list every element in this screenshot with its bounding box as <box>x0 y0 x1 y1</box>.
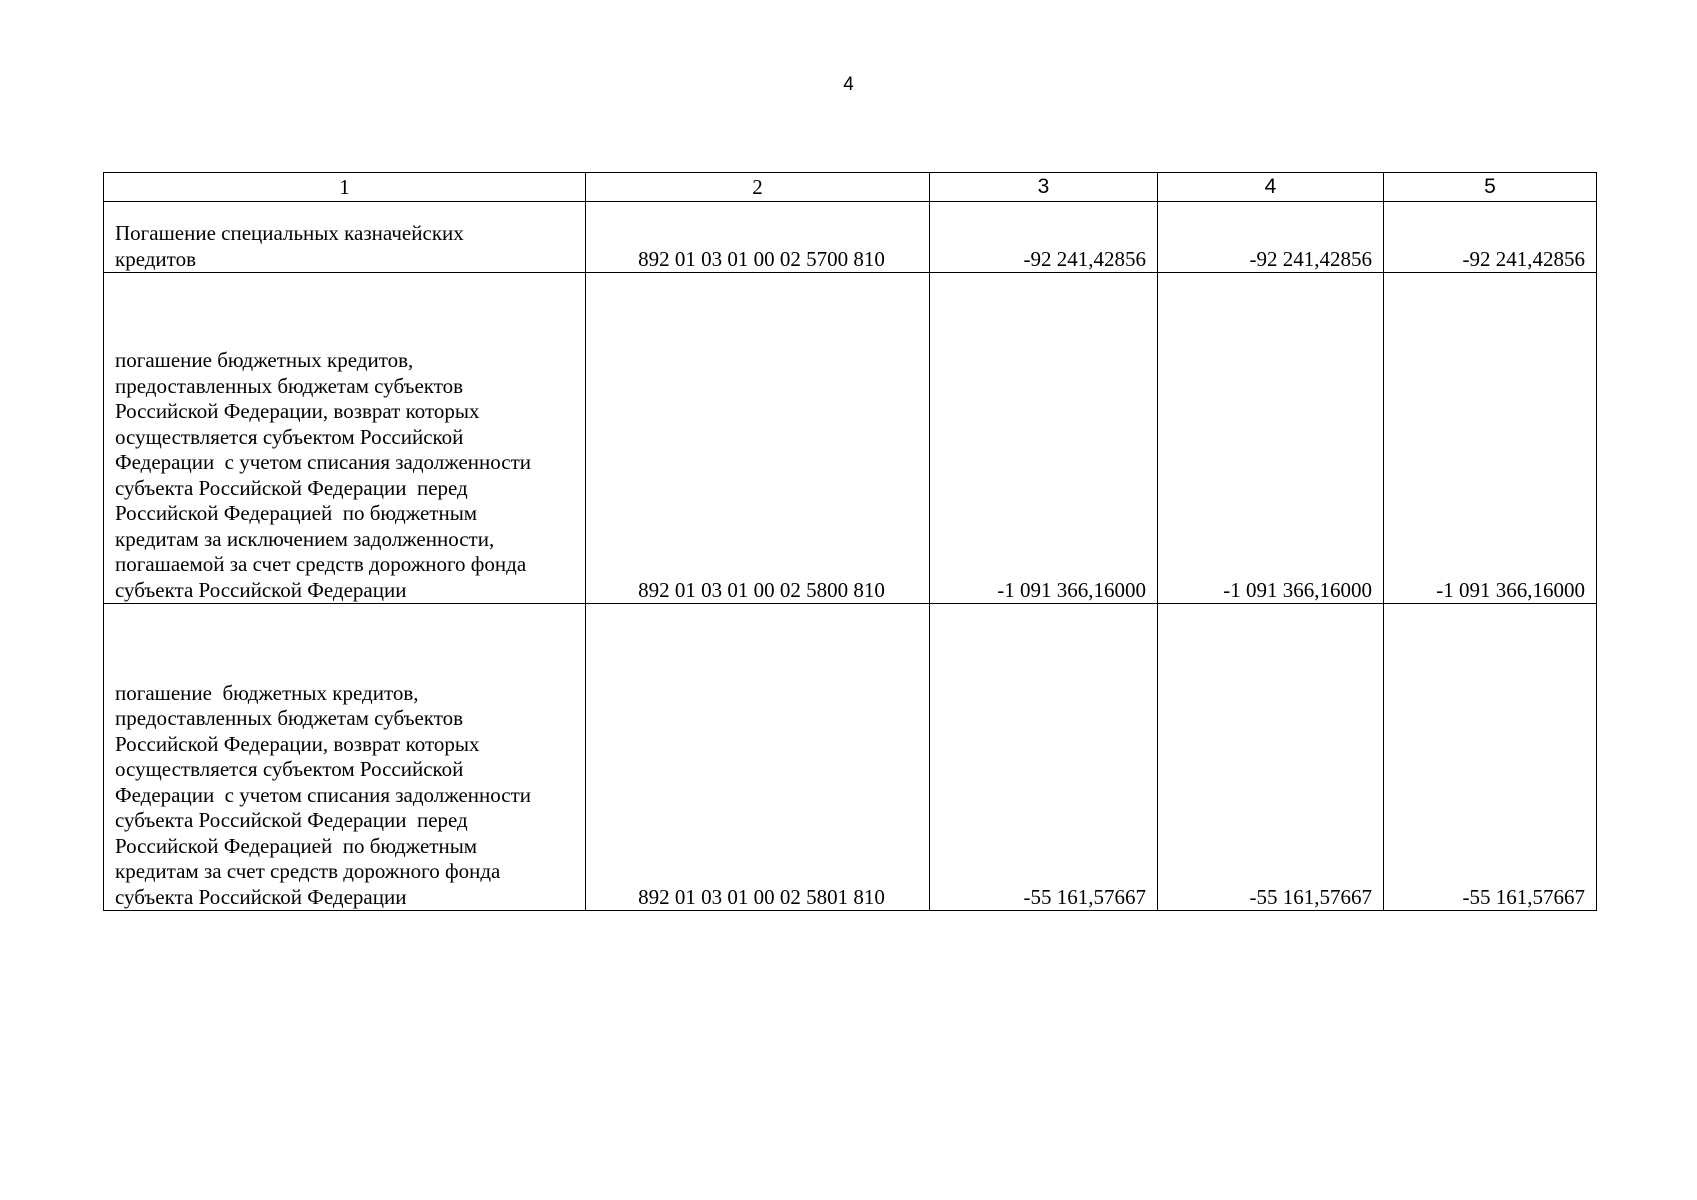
table-row <box>104 202 1597 273</box>
row-description-text: погашение бюджетных кредитов, предоставленных бюджетам субъектов Российской Федерации, возврат которых осуществляется субъектом Российской Федерации с учетом списания задолженности субъекта Российской Федерации перед Российской Федерацией по бюджетным кредитам за исключением задолженности, погашаемой за счет средств дорожного фонда субъекта Российской Федерации <box>115 348 532 602</box>
header-cell-3: 3 <box>930 173 1158 202</box>
row-value-col3: -92 241,42856 <box>930 202 1158 273</box>
row-description-text: погашение бюджетных кредитов, предоставленных бюджетам субъектов Российской Федерации, возврат которых осуществляется субъектом Российской Федерации с учетом списания задолженности субъекта Российской Федерации перед Российской Федерацией по бюджетным кредитам за счет средств дорожного фонда субъекта Российской Федерации <box>115 680 532 909</box>
header-cell-2: 2 <box>586 173 930 202</box>
row-description-text: Погашение специальных казначейских кредитов <box>115 221 464 271</box>
row-value-col3: -55 161,57667 <box>930 604 1158 911</box>
row-description <box>104 604 586 911</box>
table-row <box>104 273 1597 604</box>
row-value-col4: -1 091 366,16000 <box>1158 273 1384 604</box>
row-value-col4: -92 241,42856 <box>1158 202 1384 273</box>
row-code: 892 01 03 01 00 02 5801 810 <box>586 604 930 911</box>
row-code: 892 01 03 01 00 02 5700 810 <box>586 202 930 273</box>
row-description <box>104 202 586 273</box>
row-value-col5: -1 091 366,16000 <box>1384 273 1597 604</box>
table-row <box>104 604 1597 911</box>
table-header-row <box>104 173 1597 202</box>
header-cell-5: 5 <box>1384 173 1597 202</box>
row-description <box>104 273 586 604</box>
header-cell-1: 1 <box>104 173 586 202</box>
page-number: 4 <box>843 74 854 95</box>
budget-table <box>103 172 1597 911</box>
row-value-col3: -1 091 366,16000 <box>930 273 1158 604</box>
header-cell-4: 4 <box>1158 173 1384 202</box>
row-value-col4: -55 161,57667 <box>1158 604 1384 911</box>
row-code: 892 01 03 01 00 02 5800 810 <box>586 273 930 604</box>
row-value-col5: -55 161,57667 <box>1384 604 1597 911</box>
row-value-col5: -92 241,42856 <box>1384 202 1597 273</box>
